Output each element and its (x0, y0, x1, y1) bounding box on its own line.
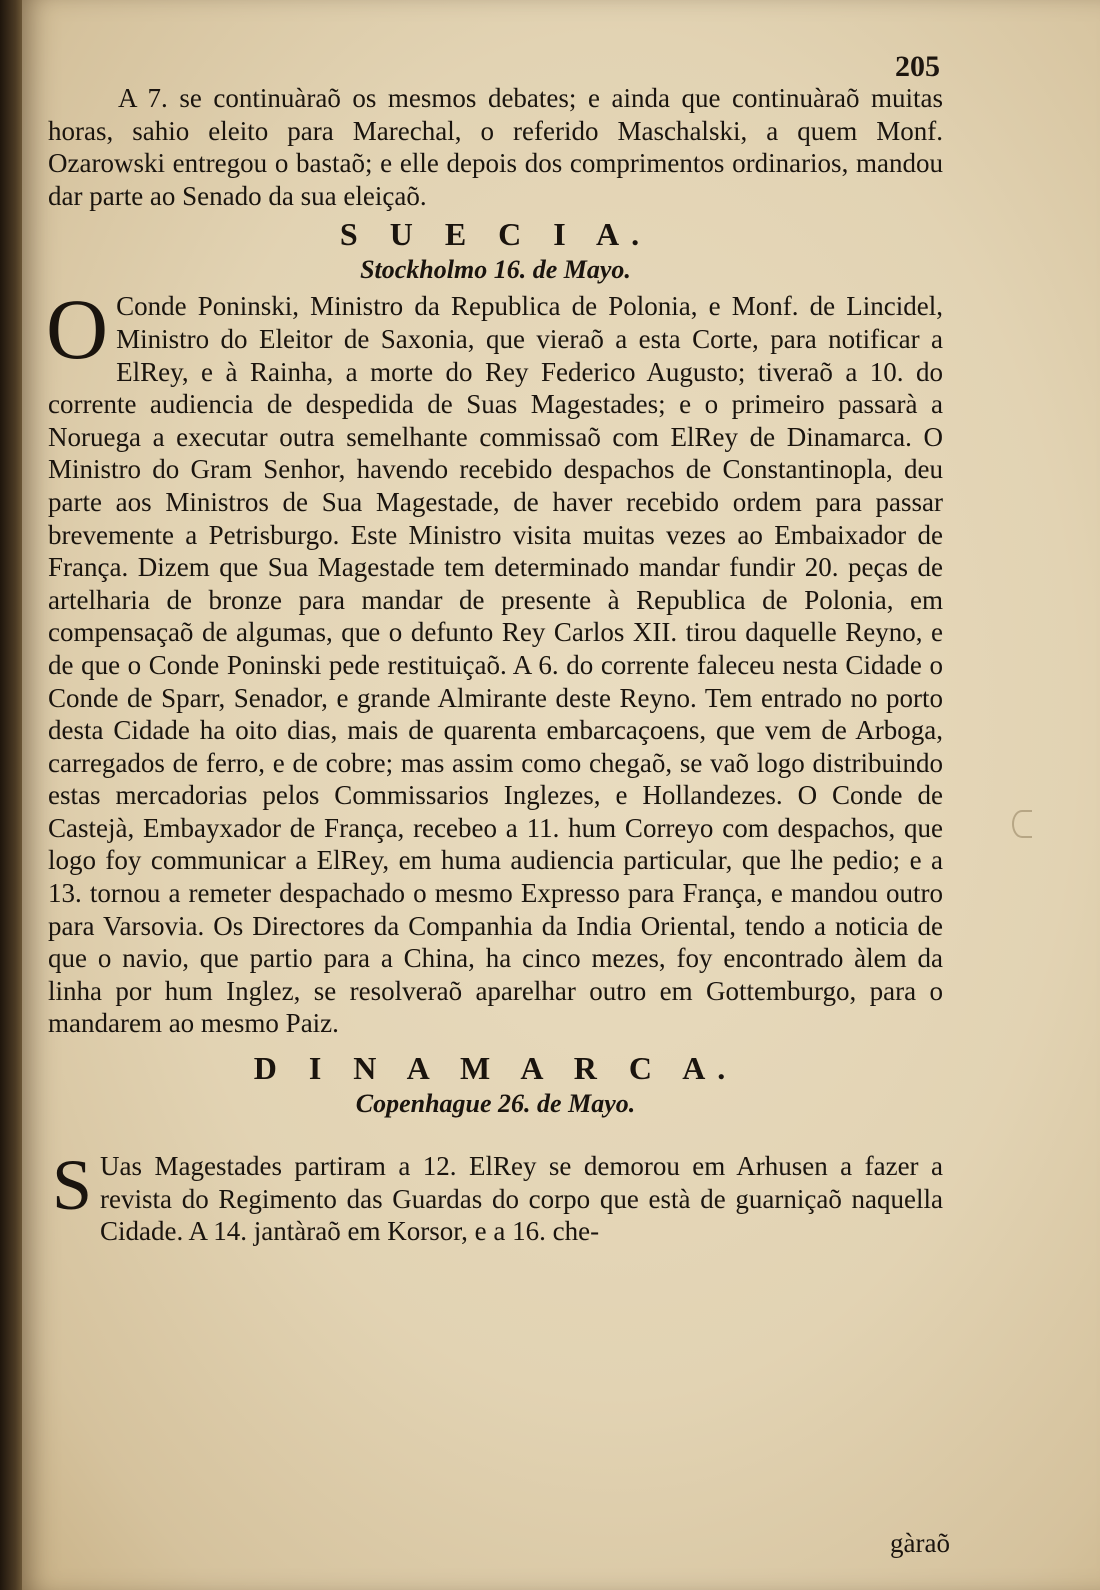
paragraph-dinamarca-text: Uas Magestades partiram a 12. ElRey se demorou em Arhusen a fazer a revista do Regimento das Guardas do corpo que està de guarniçaõ naquella Cidade. A 14. jantàraõ em Korsor, e a 16. che- (100, 1151, 943, 1247)
dateline-copenhague: Copenhague 26. de Mayo. (355, 1089, 636, 1119)
page-body (48, 82, 943, 1248)
spacer (48, 1124, 943, 1150)
section-heading-suecia: S U E C I A. (339, 216, 652, 253)
paragraph-suecia-text: Conde Poninski, Ministro da Republica de Polonia, e Monf. de Lincidel, Ministro do Eleitor de Saxonia, que vieraõ a esta Corte, para notificar a ElRey, e à Rainha, a morte do Rey Federico Augusto; tiveraõ a 10. do corrente audiencia de despedida de Suas Magestades; e o primeiro passarà a Noruega a executar outra semelhante commissaõ com ElRey de Dinamarca. O Ministro do Gram Senhor, havendo recebido despachos de Constantinopla, deu parte aos Ministros de Sua Magestade, de haver recebido ordem para passar brevemente a Petrisburgo. Este Ministro visita muitas vezes ao Embaixador de França. Dizem que Sua Magestade tem determinado mandar fundir 20. peças de artelharia de bronze para mandar de presente à Republica de Polonia, em compensaçaõ de algumas, que o defunto Rey Carlos XII. tirou daquelle Reyno, e de que o Conde Poninski pede restituiçaõ. A 6. do corrente faleceu nesta Cidade o Conde de Sparr, Senador, e grande Almirante deste Reyno. Tem entrado no porto desta Cidade ha oito dias, mais de quarenta embarcaçoens, que vem de Arboga, carregados de ferro, e de cobre; mas assim como chegaõ, se vaõ logo distribuindo estas mercadorias pelos Commissarios Inglezes, e Hollandezes. O Conde de Castejà, Embayxador de França, recebeo a 11. hum Correyo com despachos, que logo foy communicar a ElRey, em huma audiencia particular, que lhe pedio; e a 13. tornou a remeter despachado o mesmo Expresso para França, e mandou outro para Varsovia. Os Directores da Companhia da India Oriental, tendo a noticia de que o navio, que partio para a China, ha cinco mezes, foy encontrado àlem da linha por hum Inglez, se resolveraõ aparelhar outro em Gottemburgo, para o mandarem ao mesmo Paiz. (48, 291, 943, 1039)
paragraph-suecia (46, 281, 943, 1040)
page-number: 205 (895, 50, 940, 83)
bookmark-mark (1012, 810, 1032, 838)
dateline-stockholmo: Stockholmo 16. de Mayo. (360, 255, 631, 285)
book-gutter (0, 0, 22, 1590)
dropcap-s: S (52, 1145, 93, 1226)
paragraph-dinamarca (48, 1145, 943, 1248)
dropcap-o: O (46, 281, 109, 378)
catchword: gàraõ (890, 1528, 950, 1558)
paragraph-poland-continuation: A 7. se continuàraõ os mesmos debates; e ainda que continuàraõ muitas horas, sahio eleito para Marechal, o referido Maschalski, a quem Monf. Ozarowski entregou o bastaõ; e elle depois dos comprimentos ordinarios, mandou dar parte ao Senado da sua eleiçaõ. (48, 83, 943, 211)
section-heading-dinamarca: D I N A M A R C A. (253, 1050, 738, 1087)
book-page (22, 0, 1100, 1590)
